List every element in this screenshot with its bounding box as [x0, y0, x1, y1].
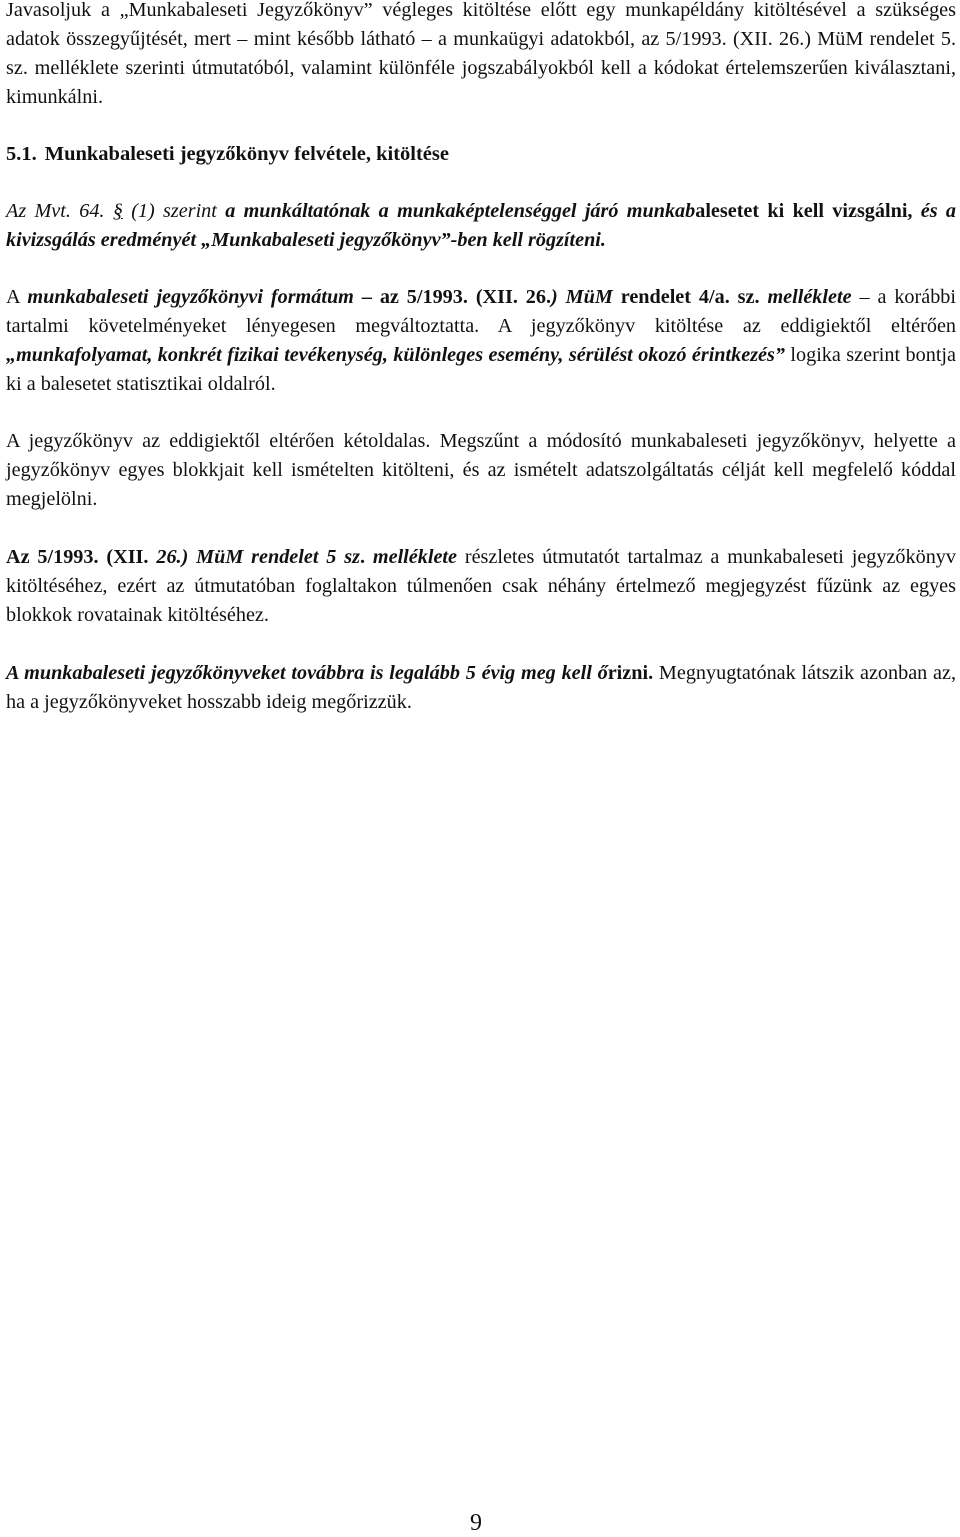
guide-paragraph	[6, 543, 956, 630]
legal-basis-paragraph	[6, 197, 956, 255]
format-part-h: „munkafolyamat, konkrét fizikai tevékenység, különleges esemény, sérülést okozó érintkezés”	[6, 344, 785, 366]
retention-paragraph	[6, 659, 956, 717]
format-part-f: melléklete	[767, 286, 852, 308]
format-part-i: logika szerint bontja ki a balesetet statisztikai oldalról.	[6, 344, 957, 395]
format-paragraph	[6, 283, 956, 399]
section-number: 5.1.	[6, 143, 37, 165]
format-part-e: rendelet 4/a. sz.	[612, 286, 768, 308]
retention-part-a: A munkabaleseti jegyzőkönyveket továbbra is legalább 5 évig meg kell ő	[6, 662, 608, 684]
intro-paragraph: Javasoljuk a „Munkabaleseti Jegyzőkönyv” végleges kitöltése előtt egy munkapéldány kitöltésével a szükséges adatok összegyűjtését, mert – mint később látható – a munkaügyi adatokból, az 5/1993. (XII. 26.) MüM rendelet 5. sz. melléklete szerinti útmutatóból, valamint különféle jogszabályokból kell a kódokat értelemszerűen kiválasztani, kimunkálni.	[6, 0, 956, 108]
legal-basis-part-c: alesetet ki kell vizsgálni,	[695, 200, 921, 222]
format-part-c: – az 5/1993. (XII. 26.	[353, 286, 552, 308]
section-heading	[6, 143, 449, 166]
legal-basis-lead: Az Mvt. 64.	[6, 200, 105, 222]
legal-basis-part-a: (1) szerint	[122, 200, 226, 222]
two-sided-paragraph: A jegyzőkönyv az eddigiektől eltérően kétoldalas. Megszűnt a módosító munkabaleseti jegyzőkönyv, helyette a jegyzőkönyv egyes blokkjait kell ismételten kitölteni, és az ismételt adatszolgáltatás célját kell megfelelő kóddal megjelölni.	[6, 430, 956, 510]
format-part-d: ) MüM	[551, 286, 613, 308]
section-title: Munkabaleseti jegyzőkönyv felvétele, kitöltése	[44, 143, 449, 165]
format-part-g: – a korábbi tartalmi követelményeket lényegesen megváltoztatta. A jegyzőkönyv kitöltése az eddigiektől eltérően	[6, 286, 956, 337]
legal-basis-part-b: a munkáltatónak a munkaképtelenséggel járó munkab	[225, 200, 696, 222]
guide-part-d: melléklete	[372, 546, 457, 568]
guide-part-e: részletes útmutatót tartalmaz a munkabaleseti jegyzőkönyv kitöltéséhez, ezért az útmutatóban foglaltakon túlmenően csak néhány értelmező megjegyzést fűzünk az egyes blokkok rovatainak kitöltéséhez.	[6, 546, 956, 626]
guide-part-b: 26.) MüM rendelet 5 sz	[156, 546, 360, 568]
guide-part-a: Az 5/1993. (XII.	[6, 546, 157, 568]
format-part-b: munkabaleseti jegyzőkönyvi formátum	[27, 286, 354, 308]
section-sign: §	[112, 200, 123, 222]
retention-part-c: Megnyugtatónak látszik azonban az, ha a jegyzőkönyveket hosszabb ideig megőrizzük.	[6, 662, 957, 713]
retention-part-b: rizni.	[607, 662, 654, 684]
guide-part-c: .	[359, 546, 373, 568]
legal-basis-part-d: és a kivizsgálás eredményét „Munkabaleseti jegyzőkönyv”-ben kell rögzíteni.	[6, 200, 957, 251]
page-number: 9	[470, 1510, 482, 1536]
format-part-a: A	[6, 286, 28, 308]
